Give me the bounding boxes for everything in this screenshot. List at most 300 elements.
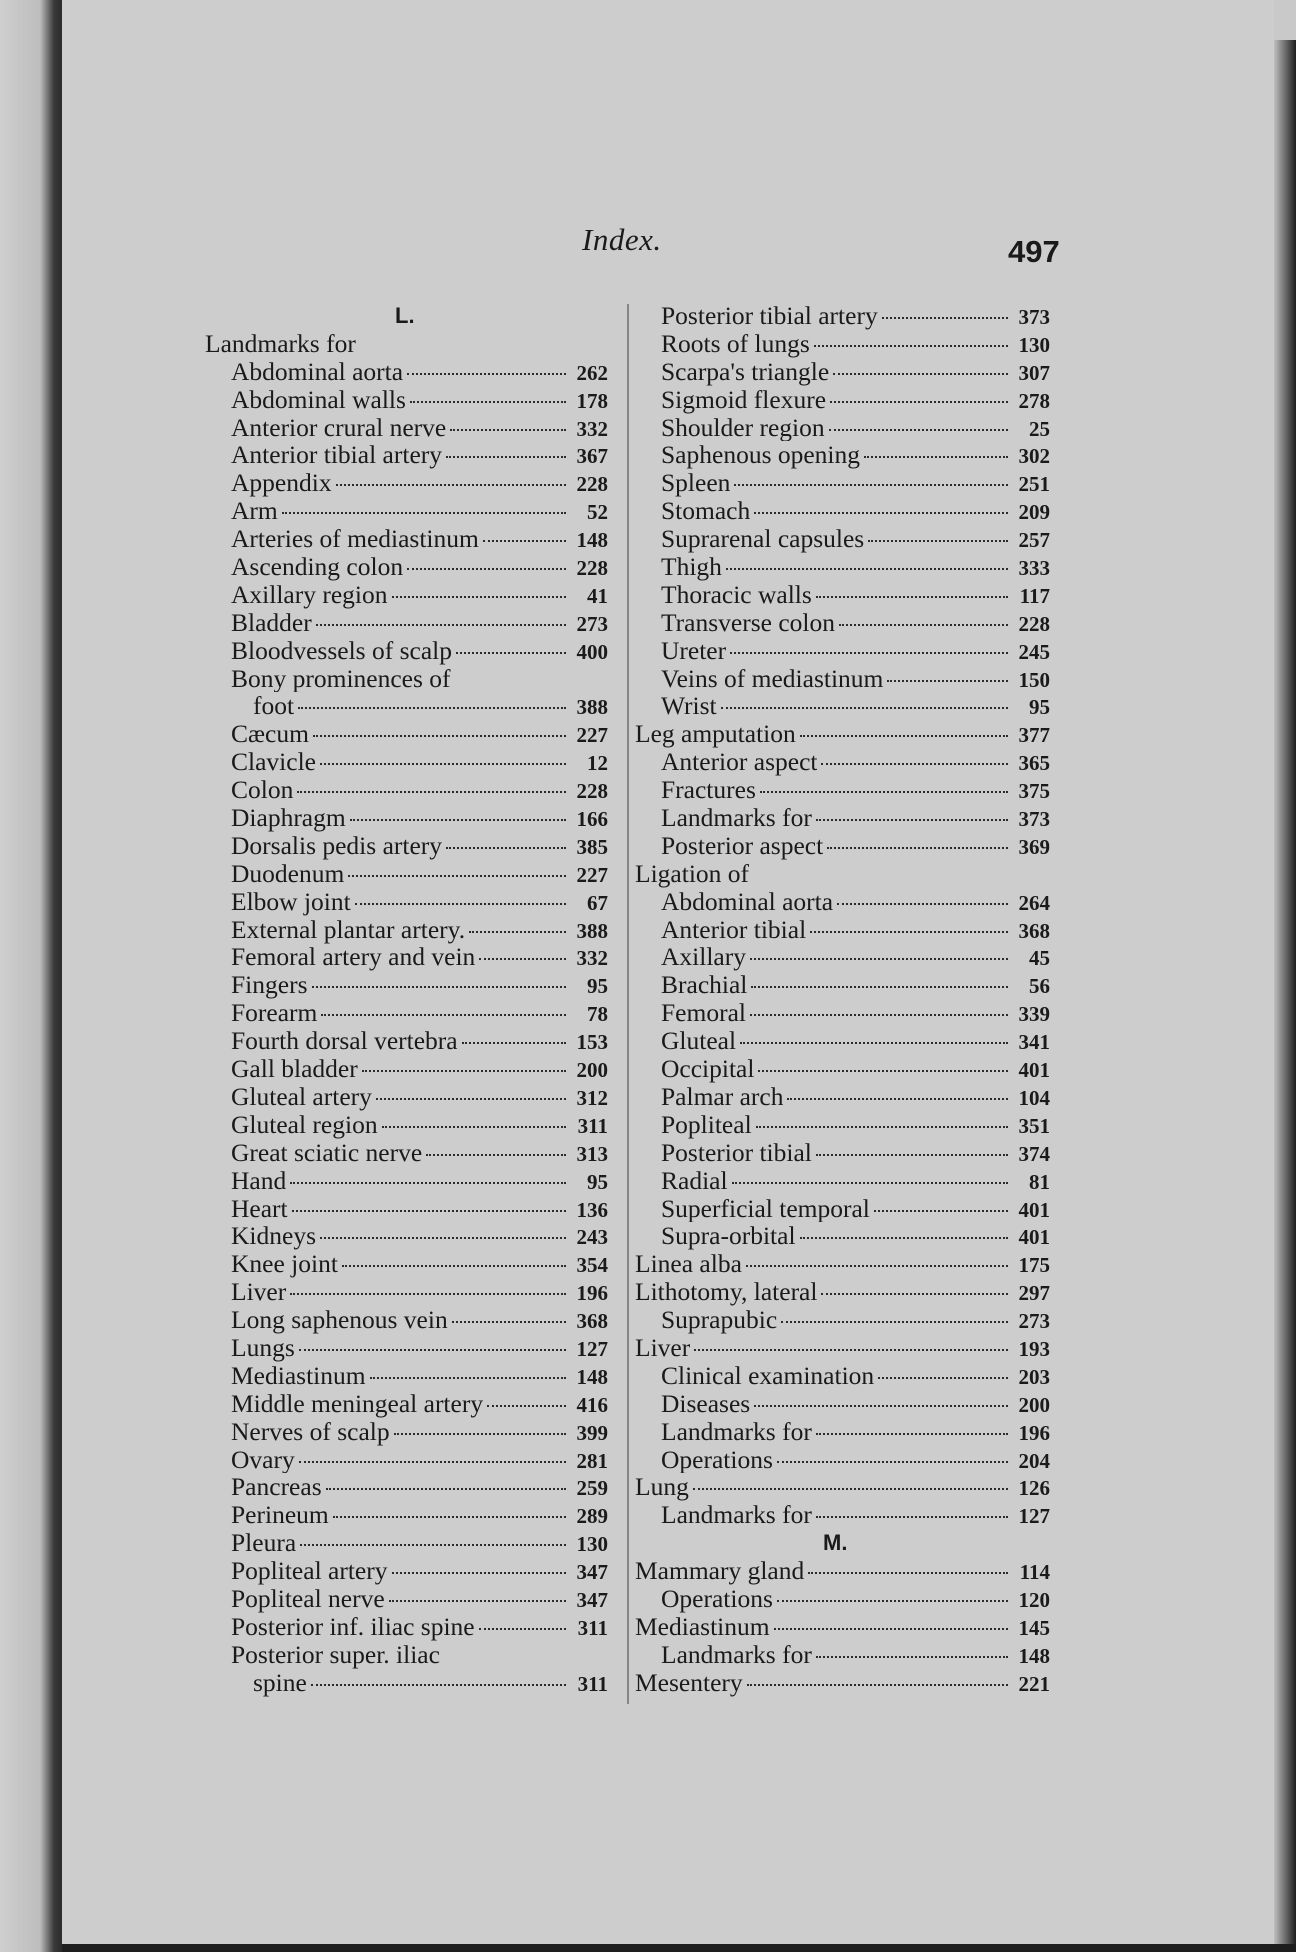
dot-leader — [394, 1433, 566, 1435]
entry-page-number: 313 — [576, 1141, 608, 1166]
dot-leader — [816, 819, 1008, 821]
entry-label: Gluteal artery — [231, 1082, 372, 1111]
entry-page-number: 311 — [577, 1615, 608, 1640]
entry-page-number: 136 — [576, 1197, 608, 1222]
index-subentry — [635, 971, 1050, 999]
index-subentry — [205, 1362, 608, 1390]
dot-leader — [839, 624, 1008, 626]
dot-leader — [730, 652, 1008, 654]
entry-page-number: 175 — [1018, 1253, 1050, 1278]
index-subentry — [635, 1111, 1050, 1139]
index-subentry — [635, 609, 1050, 637]
entry-page-number: 95 — [1029, 695, 1050, 720]
dot-leader — [814, 345, 1008, 347]
entry-page-number: 243 — [576, 1225, 608, 1250]
entry-label: Elbow joint — [231, 887, 351, 916]
dot-leader — [830, 401, 1008, 403]
entry-page-number: 67 — [587, 890, 608, 915]
index-subentry — [635, 1306, 1050, 1334]
entry-label: Clinical examination — [661, 1361, 875, 1390]
entry-label: Shoulder region — [661, 413, 825, 442]
dot-leader — [355, 903, 566, 905]
dot-leader — [450, 429, 566, 431]
dot-leader — [751, 986, 1008, 988]
dot-leader — [392, 1572, 567, 1574]
page-bottom-edge — [62, 1944, 1296, 1952]
entry-page-number: 193 — [1018, 1336, 1050, 1361]
index-subentry — [635, 414, 1050, 442]
page-number: 497 — [1008, 234, 1060, 269]
index-subentry — [635, 386, 1050, 414]
index-subentry — [205, 888, 608, 916]
column-divider — [627, 304, 629, 1704]
entry-label: Suprapubic — [661, 1306, 778, 1334]
index-subentry — [205, 1278, 608, 1306]
entry-label: Arm — [231, 497, 278, 526]
entry-label: Lung — [635, 1473, 689, 1502]
entry-page-number: 209 — [1018, 500, 1050, 525]
dot-leader — [882, 317, 1008, 319]
entry-page-number: 377 — [1018, 723, 1050, 748]
dot-leader — [333, 1516, 566, 1518]
index-subentry — [205, 1250, 608, 1278]
index-entry — [635, 860, 1050, 888]
index-subentry — [205, 860, 608, 888]
entry-page-number: 401 — [1018, 1058, 1050, 1083]
index-subentry — [635, 469, 1050, 497]
entry-label: Occipital — [661, 1055, 755, 1083]
entry-label: Hand — [231, 1166, 287, 1195]
dot-leader — [816, 1656, 1008, 1658]
dot-leader — [750, 958, 1008, 960]
entry-label: Lungs — [231, 1333, 295, 1362]
dot-leader — [282, 512, 566, 514]
entry-label: Axillary region — [231, 580, 388, 609]
dot-leader — [410, 401, 566, 403]
entry-page-number: 228 — [576, 472, 608, 497]
entry-label: Femoral — [661, 999, 746, 1028]
entry-label: Liver — [635, 1333, 691, 1362]
index-subentry — [205, 525, 608, 553]
index-subentry — [635, 1390, 1050, 1418]
entry-page-number: 339 — [1018, 1002, 1050, 1027]
dot-leader — [462, 1042, 566, 1044]
entry-label: Middle meningeal artery — [231, 1389, 484, 1418]
entry-label: Cæcum — [231, 720, 309, 749]
entry-page-number: 148 — [576, 1364, 608, 1389]
entry-label: Fractures — [661, 776, 756, 805]
index-subentry — [205, 1083, 608, 1111]
entry-page-number: 347 — [576, 1560, 608, 1585]
index-subentry — [205, 776, 608, 804]
index-subentry — [205, 553, 608, 581]
entry-label: Fourth dorsal vertebra — [231, 1027, 458, 1056]
dot-leader — [487, 1405, 566, 1407]
dot-leader — [781, 1321, 1008, 1323]
dot-leader — [829, 429, 1008, 431]
index-subentry — [205, 1111, 608, 1139]
entry-label: Lithotomy, lateral — [635, 1278, 818, 1307]
dot-leader — [800, 735, 1008, 737]
dot-leader — [800, 1237, 1008, 1239]
entry-page-number: 297 — [1018, 1281, 1050, 1306]
dot-leader — [754, 512, 1008, 514]
dot-leader — [299, 1461, 566, 1463]
entry-label: Pancreas — [231, 1473, 322, 1502]
index-subentry — [635, 888, 1050, 916]
index-subentry — [635, 943, 1050, 971]
dot-leader — [754, 1405, 1008, 1407]
entry-label: Supra-orbital — [661, 1222, 796, 1251]
entry-label: Anterior aspect — [661, 748, 818, 777]
dot-leader — [362, 1070, 566, 1072]
entry-page-number: 388 — [576, 918, 608, 943]
entry-label: Thigh — [661, 553, 722, 581]
index-entry — [635, 1473, 1050, 1501]
index-subentry — [205, 441, 608, 469]
index-entry — [635, 1613, 1050, 1641]
dot-leader — [747, 1684, 1008, 1686]
entry-label: Posterior aspect — [661, 831, 824, 860]
dot-leader — [821, 1293, 1008, 1295]
dot-leader — [456, 652, 566, 654]
dot-leader — [321, 1014, 566, 1016]
entry-page-number: 104 — [1018, 1085, 1050, 1110]
entry-page-number: 401 — [1018, 1225, 1050, 1250]
entry-page-number: 388 — [576, 695, 608, 720]
entry-label: Leg amputation — [635, 720, 796, 749]
entry-page-number: 120 — [1018, 1587, 1050, 1612]
dot-leader — [693, 1488, 1008, 1490]
dot-leader — [407, 373, 566, 375]
entry-label: Dorsalis pedis artery — [231, 831, 443, 860]
entry-page-number: 278 — [1018, 388, 1050, 413]
entry-label: Radial — [661, 1166, 728, 1195]
index-subentry — [205, 943, 608, 971]
dot-leader — [732, 1182, 1008, 1184]
index-subentry — [205, 692, 608, 720]
entry-page-number: 41 — [587, 583, 608, 608]
entry-page-number: 117 — [1019, 583, 1050, 608]
entry-label: Clavicle — [231, 748, 316, 777]
entry-page-number: 354 — [576, 1253, 608, 1278]
entry-label: Posterior tibial artery — [661, 302, 878, 330]
entry-page-number: 114 — [1019, 1560, 1050, 1585]
dot-leader — [336, 484, 566, 486]
index-subentry — [635, 1641, 1050, 1669]
index-subentry — [205, 1641, 608, 1669]
dot-leader — [808, 1572, 1008, 1574]
entry-page-number: 95 — [587, 1169, 608, 1194]
entry-page-number: 264 — [1018, 890, 1050, 915]
index-subentry — [205, 1585, 608, 1613]
index-subentry — [635, 832, 1050, 860]
index-column-right — [635, 302, 1050, 1697]
dot-leader — [479, 958, 566, 960]
index-entry — [635, 1669, 1050, 1697]
dot-leader — [299, 1349, 566, 1351]
entry-label: Diseases — [661, 1389, 751, 1418]
entry-label: Fingers — [231, 971, 308, 1000]
entry-page-number: 332 — [576, 946, 608, 971]
entry-page-number: 273 — [1018, 1309, 1050, 1334]
index-subentry — [635, 1027, 1050, 1055]
entry-page-number: 347 — [576, 1587, 608, 1612]
entry-label: Bony prominences of — [231, 664, 451, 693]
entry-page-number: 130 — [576, 1532, 608, 1557]
entry-page-number: 341 — [1018, 1030, 1050, 1055]
dot-leader — [298, 707, 566, 709]
dot-leader — [469, 931, 566, 933]
entry-page-number: 312 — [576, 1085, 608, 1110]
entry-label: foot — [253, 692, 295, 721]
entry-label: Appendix — [231, 469, 332, 498]
index-subentry — [635, 1139, 1050, 1167]
entry-label: Diaphragm — [231, 804, 346, 832]
dot-leader — [297, 791, 566, 793]
entry-page-number: 148 — [1018, 1643, 1050, 1668]
entry-label: External plantar artery. — [231, 915, 466, 944]
entry-page-number: 373 — [1018, 807, 1050, 832]
entry-page-number: 368 — [576, 1309, 608, 1334]
entry-label: Mediastinum — [635, 1612, 770, 1641]
index-subentry — [635, 1585, 1050, 1613]
index-subentry — [205, 1027, 608, 1055]
entry-label: Stomach — [661, 497, 751, 526]
dot-leader — [827, 847, 1008, 849]
entry-label: Pleura — [231, 1529, 297, 1558]
index-subentry — [205, 637, 608, 665]
index-subentry — [635, 1362, 1050, 1390]
entry-label: Transverse colon — [661, 608, 835, 637]
dot-leader — [874, 1210, 1008, 1212]
entry-label: Mesentery — [635, 1668, 743, 1697]
entry-page-number: 333 — [1018, 556, 1050, 581]
entry-label: Kidneys — [231, 1222, 316, 1251]
entry-page-number: 200 — [576, 1058, 608, 1083]
index-subentry — [635, 330, 1050, 358]
running-head: Index. — [582, 222, 662, 257]
entry-label: Scarpa's triangle — [661, 357, 830, 386]
index-subentry — [205, 971, 608, 999]
entry-label: Nerves of scalp — [231, 1417, 390, 1446]
entry-label: Linea alba — [635, 1250, 742, 1279]
entry-label: Knee joint — [231, 1250, 338, 1279]
page-header — [0, 222, 1296, 272]
dot-leader — [878, 1377, 1008, 1379]
entry-page-number: 127 — [576, 1336, 608, 1361]
entry-page-number: 178 — [576, 388, 608, 413]
entry-label: Colon — [231, 776, 294, 805]
dot-leader — [452, 1321, 566, 1323]
entry-page-number: 227 — [576, 723, 608, 748]
entry-page-number: 401 — [1018, 1197, 1050, 1222]
entry-page-number: 351 — [1018, 1113, 1050, 1138]
dot-leader — [837, 903, 1008, 905]
dot-leader — [868, 540, 1008, 542]
index-subentry — [635, 999, 1050, 1027]
entry-page-number: 369 — [1018, 834, 1050, 859]
index-subentry — [635, 581, 1050, 609]
index-subentry — [635, 441, 1050, 469]
index-subentry — [635, 358, 1050, 386]
index-subentry — [635, 804, 1050, 832]
index-subentry — [205, 1669, 608, 1697]
entry-page-number: 368 — [1018, 918, 1050, 943]
index-subentry — [635, 1501, 1050, 1529]
index-subentry — [205, 609, 608, 637]
entry-label: Ligation of — [635, 859, 750, 888]
dot-leader — [694, 1349, 1008, 1351]
dot-leader — [746, 1265, 1008, 1267]
dot-leader — [734, 484, 1008, 486]
dot-leader — [721, 707, 1008, 709]
dot-leader — [290, 1293, 566, 1295]
index-subentry — [205, 1613, 608, 1641]
index-subentry — [635, 692, 1050, 720]
index-subentry — [205, 469, 608, 497]
entry-label: Mammary gland — [635, 1557, 805, 1585]
index-subentry — [205, 1222, 608, 1250]
dot-leader — [389, 1600, 566, 1602]
entry-label: Landmarks for — [205, 329, 356, 358]
entry-label: Great sciatic nerve — [231, 1138, 423, 1167]
dot-leader — [382, 1126, 566, 1128]
entry-label: Anterior tibial artery — [231, 441, 442, 470]
entry-label: Arteries of mediastinum — [231, 525, 479, 554]
dot-leader — [740, 1042, 1008, 1044]
dot-leader — [483, 540, 566, 542]
entry-page-number: 153 — [576, 1030, 608, 1055]
dot-leader — [864, 456, 1008, 458]
entry-page-number: 166 — [576, 807, 608, 832]
index-subentry — [205, 1055, 608, 1083]
entry-page-number: 257 — [1018, 528, 1050, 553]
index-subentry — [635, 1446, 1050, 1474]
dot-leader — [392, 596, 567, 598]
dot-leader — [446, 456, 566, 458]
index-subentry — [205, 1139, 608, 1167]
dot-leader — [726, 568, 1008, 570]
index-subentry — [635, 553, 1050, 581]
dot-leader — [326, 1488, 566, 1490]
index-subentry — [205, 999, 608, 1027]
entry-page-number: 196 — [576, 1281, 608, 1306]
entry-label: Gluteal — [661, 1027, 737, 1056]
entry-page-number: 81 — [1029, 1169, 1050, 1194]
index-subentry — [635, 1418, 1050, 1446]
entry-page-number: 12 — [587, 751, 608, 776]
entry-label: Spleen — [661, 469, 731, 498]
dot-leader — [313, 735, 566, 737]
dot-leader — [758, 1070, 1008, 1072]
entry-page-number: 145 — [1018, 1615, 1050, 1640]
entry-page-number: 259 — [576, 1476, 608, 1501]
index-subentry — [205, 1195, 608, 1223]
index-subentry — [635, 302, 1050, 330]
dot-leader — [312, 986, 567, 988]
entry-label: Operations — [661, 1445, 773, 1474]
entry-page-number: 385 — [576, 834, 608, 859]
dot-leader — [777, 1600, 1008, 1602]
entry-page-number: 130 — [1018, 332, 1050, 357]
entry-label: Bloodvessels of scalp — [231, 636, 452, 665]
entry-label: Brachial — [661, 971, 748, 1000]
entry-label: Saphenous opening — [661, 441, 861, 470]
entry-page-number: 45 — [1029, 946, 1050, 971]
entry-label: Abdominal walls — [231, 385, 406, 414]
entry-label: Wrist — [661, 692, 717, 721]
entry-label: Popliteal nerve — [231, 1584, 385, 1613]
entry-page-number: 365 — [1018, 751, 1050, 776]
entry-page-number: 400 — [576, 639, 608, 664]
page-right-edge — [1274, 40, 1296, 1952]
index-subentry — [205, 358, 608, 386]
index-subentry — [205, 1473, 608, 1501]
entry-label: Axillary — [661, 943, 746, 972]
index-entry — [205, 330, 608, 358]
entry-label: Forearm — [231, 999, 318, 1028]
dot-leader — [816, 1433, 1008, 1435]
dot-leader — [376, 1098, 566, 1100]
index-subentry — [635, 1195, 1050, 1223]
entry-label: Posterior super. iliac — [231, 1640, 440, 1669]
entry-page-number: 374 — [1018, 1141, 1050, 1166]
index-subentry — [635, 1055, 1050, 1083]
entry-label: Landmarks for — [661, 1640, 812, 1669]
dot-leader — [777, 1461, 1008, 1463]
entry-page-number: 373 — [1018, 305, 1050, 329]
index-subentry — [635, 748, 1050, 776]
entry-page-number: 228 — [1018, 611, 1050, 636]
dot-leader — [479, 1628, 566, 1630]
entry-page-number: 302 — [1018, 444, 1050, 469]
book-binding-edge — [0, 0, 62, 1952]
index-entry — [635, 1557, 1050, 1585]
entry-label: Liver — [231, 1278, 287, 1307]
dot-leader — [350, 819, 566, 821]
entry-label: Landmarks for — [661, 1417, 812, 1446]
letter-heading: M. — [823, 1530, 848, 1556]
entry-label: Gall bladder — [231, 1055, 358, 1083]
dot-leader — [816, 596, 1008, 598]
entry-page-number: 228 — [576, 556, 608, 581]
entry-label: Ureter — [661, 636, 727, 665]
entry-label: Long saphenous vein — [231, 1306, 448, 1334]
index-subentry — [635, 916, 1050, 944]
dot-leader — [833, 373, 1008, 375]
entry-page-number: 289 — [576, 1504, 608, 1529]
index-entry — [635, 1278, 1050, 1306]
dot-leader — [426, 1154, 566, 1156]
dot-leader — [407, 568, 566, 570]
entry-label: Duodenum — [231, 859, 345, 888]
index-subentry — [635, 1167, 1050, 1195]
index-column-left — [205, 302, 608, 1697]
index-subentry — [205, 1167, 608, 1195]
dot-leader — [774, 1628, 1008, 1630]
entry-label: Mediastinum — [231, 1361, 366, 1390]
dot-leader — [446, 847, 566, 849]
dot-leader — [370, 1377, 566, 1379]
entry-page-number: 25 — [1029, 416, 1050, 441]
entry-page-number: 307 — [1018, 360, 1050, 385]
dot-leader — [760, 791, 1008, 793]
entry-page-number: 221 — [1018, 1671, 1050, 1696]
entry-page-number: 148 — [576, 528, 608, 553]
index-subentry — [205, 665, 608, 693]
entry-page-number: 367 — [576, 444, 608, 469]
